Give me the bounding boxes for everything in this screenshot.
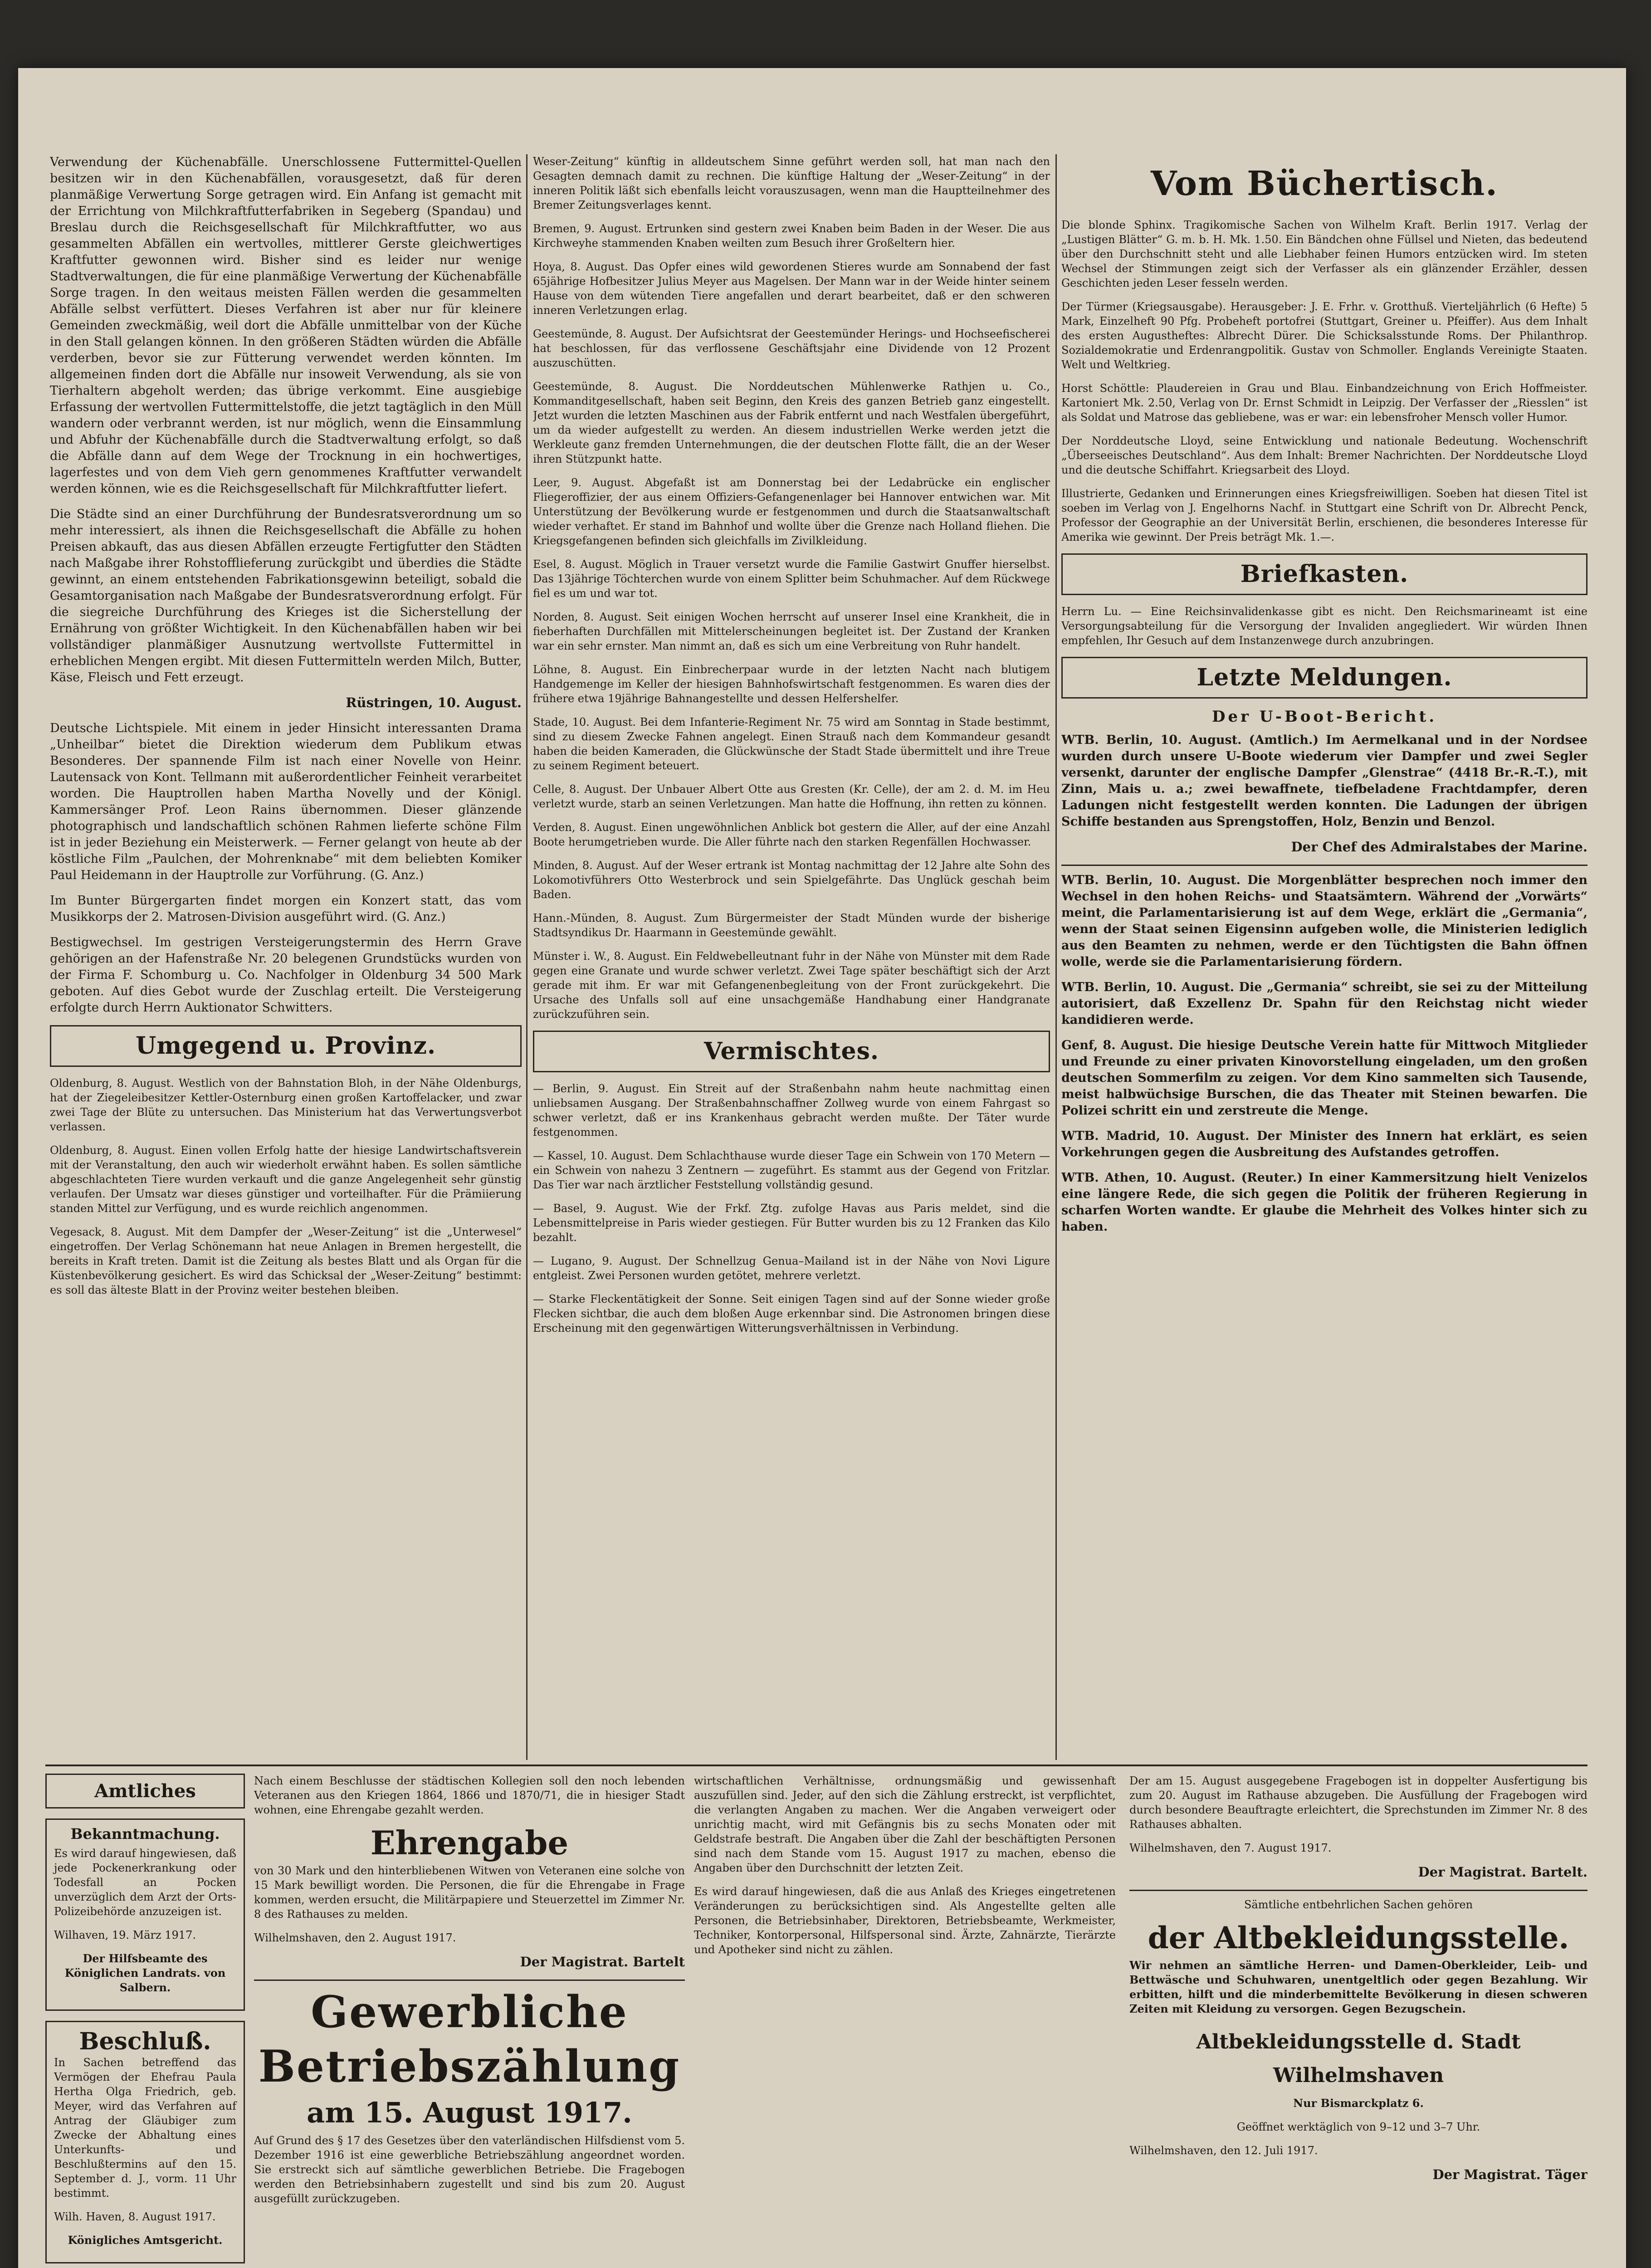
news-item: Hann.-Münden, 8. August. Zum Bürgermeister der Stadt Münden wurde der bisherige Stadtsyndikus Dr. Haarmann in Geestemünde gewählt. <box>533 912 1050 939</box>
notice-title: Bekanntmachung. <box>70 1825 220 1843</box>
news-item: Leer, 9. August. Abgefaßt ist am Donnerstag bei der Ledabrücke ein englischer Fliegeroffizier, der aus einem Offiziers-Gefangenenlager bei Hannover entwichen war. Mit Unterstützung der Bevölkerung wurde er festgenommen und durch die Staatsanwaltschaft wieder verhaftet. Er stand im Bahnhof und wollte über die Grenze nach Holland fliehen. Die Kriegsgefangenen befinden sich gleichfalls im Zivilkleidung. <box>533 476 1050 547</box>
divider <box>1129 1890 1588 1891</box>
ad-text: Der am 15. August ausgegebene Fragebogen ist in doppelter Ausfertigung bis zum 20. August im Rathause abzugeben. Die Ausfüllung der Fragebogen wird durch besondere Beauftragte erleichtert, die Sprechstunden im Zimmer Nr. 8 des Rathauses abhalten. <box>1129 1774 1588 1831</box>
ad-date: Wilhelmshaven, den 12. Juli 1917. <box>1129 2144 1318 2157</box>
news-item: Genf, 8. August. Die hiesige Deutsche Verein hatte für Mittwoch Mitglieder und Freunde zu einer privaten Kinovorstellung eingeladen, um den großen deutschen Sommerfilm zu zeigen. Vor dem Kino sammelten sich Tausende, meist halbwüchsige Burschen, die das Theater mit Steinen bewarfen. Die Polizei schritt ein und zerstreute die Menge. <box>1061 1038 1588 1118</box>
news-item: Stade, 10. August. Bei dem Infanterie-Regiment Nr. 75 wird am Sonntag in Stade bestimmt, sind zu diesem Zwecke Fahnen angelegt. Einen Strauß nach dem Kommandeur gesandt haben die beiden Kameraden, die Glückwünsche der Stadt Stade übermittelt und ihre Treue zu seinem Regiment beteuert. <box>533 716 1050 772</box>
news-item: Celle, 8. August. Der Unbauer Albert Otte aus Gresten (Kr. Celle), der am 2. d. M. im Heu verletzt wurde, starb an seinen Verletzungen. Man hatte die Hoffnung, ihn retten zu können. <box>533 783 1050 810</box>
news-item: Löhne, 8. August. Ein Einbrecherpaar wurde in der letzten Nacht nach blutigem Handgemenge im Keller der hiesigen Bahnhofswirtschaft festgenommen. Es waren dies der frühere etwa 19jährige Bahnangestellte und dessen Helfershelfer. <box>533 663 1050 705</box>
ad-date: Wilhelmshaven, den 2. August 1917. <box>254 1931 456 1944</box>
divider <box>1061 865 1588 866</box>
divider <box>254 1980 685 1981</box>
divider <box>45 1765 1588 1766</box>
news-item: — Berlin, 9. August. Ein Streit auf der Straßenbahn nahm heute nachmittag einen unliebsamen Ausgang. Der Straßenbahnschaffner Zollweg wurde von einem Fahrgast so schwer verletzt, daß er ins Krankenhaus gebracht werden mußte. Der Täter wurde festgenommen. <box>533 1082 1050 1139</box>
ad-title-ehrengabe: Ehrengabe <box>370 1823 569 1862</box>
article-besitzwechsel: Bestigwechsel. Im gestrigen Versteigerungstermin des Herrn Grave gehörigen an der Hafenstraße Nr. 20 belegenen Grundstücks wurden von der Firma F. Schomburg u. Co. Nachfolger in Oldenburg 34 500 Mark geboten. Auf dies Gebot wurde der Zuschlag erteilt. Die Versteigerung erfolgte durch Herrn Auktionator Schwitters. <box>50 935 522 1015</box>
signature: Der Chef des Admiralstabes der Marine. <box>1291 839 1588 855</box>
section-letzte-meldungen: Letzte Meldungen. <box>1061 657 1588 699</box>
notice-bekanntmachung <box>45 1818 245 2011</box>
article-lichtspiele: Deutsche Lichtspiele. Mit einem in jeder Hinsicht interessanten Drama „Unheilbar“ bietet die Direktion wiederum dem Publikum etwas Besonderes. Der spannende Film ist nach einer Novelle von Heinr. Lautensack von Kont. Tellmann mit außerordentlicher Feinheit verarbeitet worden. Die Hauptrollen haben Martha Novelly und der Königl. Kammersänger Prof. Leon Rains übernommen. Dieser glänzende photographisch und landschaftlich schönen Rahmen lieferte schöne Film ist in jeder Beziehung ein Meisterwerk. — Ferner gelangt von heute ab der köstliche Film „Paulchen, der Mohrenknabe“ mit dem beliebten Komiker Paul Heidemann in der Hauptrolle zur Vorführung. (G. Anz.) <box>50 721 522 882</box>
column-1 <box>50 154 522 1769</box>
book-review: Illustrierte, Gedanken und Erinnerungen eines Kriegsfreiwilligen. Soeben hat diesen Titel ist soeben im Verlag von J. Engelhorns Nachf. in Stuttgart eine Schrift von Dr. Albrecht Penck, Professor der Geographie an der Universität Berlin, erschienen, die besonderes Interesse für Amerika wie gewinnt. Der Preis beträgt Mk. 1.—. <box>1061 487 1588 543</box>
news-item: Oldenburg, 8. August. Einen vollen Erfolg hatte der hiesige Landwirtschaftsverein mit der Veranstaltung, den auch wir wiederholt erwähnt haben. Es sollen sämtliche abgeschlachteten Tiere wurden verkauft und die ganze Angelegenheit sehr günstig verlaufen. Der Umsatz war dieses günstiger und vorteilhafter. Für die Prämiierung standen Mittel zur Verfügung, und es wurde reichlich angenommen. <box>50 1144 522 1215</box>
ad-text: von 30 Mark und den hinterbliebenen Witwen von Veteranen eine solche von 15 Mark bewilligt worden. Die Personen, die für die Ehrengabe in Frage kommen, werden ersucht, die Militärpapiere und Steuerzettel im Zimmer Nr. 8 des Rathauses zu melden. <box>254 1864 685 1921</box>
notice-signature: Königliches Amtsgericht. <box>68 2234 223 2247</box>
ad-title-altbekleidung: der Altbekleidungsstelle. <box>1148 1920 1569 1955</box>
notice-beschluss <box>45 2021 245 2263</box>
ad-text: Nach einem Beschlusse der städtischen Kollegien soll den noch lebenden Veteranen aus den Kriegen 1864, 1866 und 1870/71, die in hiesiger Stadt wohnen, eine Ehrengabe gezahlt werden. <box>254 1774 685 1816</box>
column-divider <box>526 154 528 1760</box>
letter-reply: Herrn Lu. — Eine Reichsinvalidenkasse gibt es nicht. Den Reichsmarineamt ist eine Versorgungsabteilung für die Versorgung der Invaliden angegliedert. Wir würden Ihnen empfehlen, Ihr Gesuch auf dem Instanzenwege durch anzubringen. <box>1061 605 1588 647</box>
book-review: Der Türmer (Kriegsausgabe). Herausgeber: J. E. Frhr. v. Grotthuß. Vierteljährlich (6 Hefte) 5 Mark, Einzelheft 90 Pfg. Probeheft portofrei (Stuttgart, Greiner u. Pfeiffer). Aus dem Inhalt des ersten Augustheftes: Albrecht Dürer. Die Schicksalsstunde Roms. Der Philanthrop. Sozialdemokratie und Erdenrangpolitik. Gustav von Schmoller. Englands Vereinigte Staaten. Welt und Weltkrieg. <box>1061 300 1588 371</box>
amtliches-column <box>45 1774 245 2268</box>
ad-signature: Der Magistrat. Bartelt. <box>1418 1864 1588 1880</box>
section-vermischtes: Vermischtes. <box>533 1031 1050 1072</box>
news-item: Münster i. W., 8. August. Ein Feldwebelleutnant fuhr in der Nähe von Münster mit dem Rade gegen eine Granate und wurde schwer verletzt. Zwei Tage später beschäftigt sich der Arzt gerade mit ihm. Er war mit Gefangenenbegleitung von der Front zurückgekehrt. Die Ursache des Unfalls soll auf eine unsachgemäße Handhabung einer Handgranate zurückzuführen sein. <box>533 950 1050 1021</box>
news-item: WTB. Berlin, 10. August. (Amtlich.) Im Aermelkanal und in der Nordsee wurden durch unsere U-Boote wiederum vier Dampfer und zwei Segler versenkt, darunter der englische Dampfer „Glenstrae“ (4418 Br.-R.-T.), mit Zinn, Mais u. a.; zwei bewaffnete, tiefbeladene Frachtdampfer, deren Ladungen nicht festgestellt werden konnten. Die Ladungen der übrigen Schiffe bestanden aus Sprengstoffen, Holz, Benzin und Benzol. <box>1061 733 1588 829</box>
ad-text: Es wird darauf hingewiesen, daß die aus Anlaß des Krieges eingetretenen Veränderungen zu berücksichtigen sind. Als Angestellte gelten alle Personen, die Betriebsinhaber, Direktoren, Betriebsbeamte, Werkmeister, Techniker, Kontorpersonal, Hilfspersonal sind. Ärzte, Zahnärzte, Tierärzte und Apotheker sind nicht zu zählen. <box>694 1885 1116 1956</box>
dateline: Rüstringen, 10. August. <box>346 695 522 710</box>
section-buechertisch: Vom Büchertisch. <box>1151 164 1498 203</box>
subheading-uboot: Der U-Boot-Bericht. <box>1211 708 1437 726</box>
article-kuechenabfaelle: Verwendung der Küchenabfälle. Unerschlossene Futtermittel-Quellen besitzen wir in den Küchenabfällen, vorausgesetzt, daß für deren planmäßige Verwertung Sorge getragen wird. Ein Anfang ist gemacht mit der Errichtung von Milchkraftfutterfabriken in Segeberg (Spandau) und Breslau durch die Reichsgesellschaft für Milchkraftfutter, wo aus gesammelten Abfällen ein wertvolles, mittlerer Gerste gleichwertiges Kraftfutter gewonnen wird. Bisher sind es leider nur wenige Stadtverwaltungen, die für eine planmäßige Verwertung der Küchenabfälle Sorge tragen. In den weitaus meisten Fällen werden die gesammelten Abfälle selbst verfüttert. Dieses Verfahren ist aber nur für kleinere Gemeinden zweckmäßig, weil dort die Abfälle unmittelbar von der Küche in den Stall gelangen können. In den größeren Städten würden die Abfälle verderben, bevor sie zur Fütterung verwendet werden könnten. Im allgemeinen finden dort die Abfälle nur insoweit Verwendung, als sie von Tierhaltern abgeholt werden; das übrige verkommt. Eine ausgiebige Erfassung der wertvollen Futtermittelstoffe, die jetzt tagtäglich in den Müll wandern oder verbrannt werden, ist nur möglich, wenn die Einsammlung und Abfuhr der Küchenabfälle durch die Stadtverwaltung erfolgt, so daß die Abfälle dann auf dem Wege der Trocknung in ein hochwertiges, lagerfestes und von dem Vieh gern genommenes Kraftfutter verwandelt werden können, wie es die Reichsgesellschaft für Milchkraftfutter liefert. <box>50 155 522 496</box>
news-item: — Kassel, 10. August. Dem Schlachthause wurde dieser Tage ein Schwein von 170 Metern — ein Schwein von nahezu 3 Zentnern — zugeführt. Es stammt aus der Gegend von Fritzlar. Das Tier war nach ärztlicher Feststellung vollständig gesund. <box>533 1149 1050 1191</box>
ad-signature: Der Magistrat. Täger <box>1432 2167 1588 2182</box>
book-review: Die blonde Sphinx. Tragikomische Sachen von Wilhelm Kraft. Berlin 1917. Verlag der „Lustigen Blätter“ G. m. b. H. Mk. 1.50. Ein Bändchen ohne Füllsel und Nieten, das bedeutend über den Durchschnitt steht und alle Liebhaber feinen Humors entzücken wird. Im steten Wechsel der Stimmungen zeigt sich der Verfasser als ein glänzender Erzähler, dessen Geschichten jeden Leser fesseln werden. <box>1061 219 1588 289</box>
ad-hours: Geöffnet werktäglich von 9–12 und 3–7 Uhr. <box>1236 2121 1480 2133</box>
book-review: Horst Schöttle: Plaudereien in Grau und Blau. Einbandzeichnung von Erich Hoffmeister. Kartoniert Mk. 2.50, Verlag von Dr. Ernst Schmidt in Leipzig. Der Verfasser der „Riesslen“ ist als Soldat und Matrose das gebliebene, was er war: ein lebensfroher Mensch voller Humor. <box>1061 382 1588 424</box>
ad-text: Wir nehmen an sämtliche Herren- und Damen-Oberkleider, Leib- und Bettwäsche und Schuhwaren, unentgeltlich oder gegen Bezahlung. Wir erbitten, hilft und die minderbemittelte Bevölkerung in diesen schweren Zeiten mit Kleidung zu versorgen. Gegen Bezugschein. <box>1129 1959 1588 2015</box>
column-divider <box>1055 154 1057 1760</box>
ad-title-gewerbliche: Gewerbliche <box>311 1986 628 2038</box>
section-briefkasten: Briefkasten. <box>1061 553 1588 595</box>
altbekleidung-column <box>1129 1774 1588 2268</box>
news-item: Verden, 8. August. Einen ungewöhnlichen Anblick bot gestern die Aller, auf der eine Anzahl Boote herumgetrieben wurde. Die Aller führte nach den starken Regenfällen Hochwasser. <box>533 821 1050 848</box>
ad-title-betriebszaehlung: Betriebszählung <box>258 2041 681 2092</box>
news-item: Esel, 8. August. Möglich in Trauer versetzt wurde die Familie Gastwirt Gnuffer hierselbst. Das 13jährige Töchterchen wurde von einem Splitter beim Schuhmacher. Auf dem Rückwege fiel es um und war tot. <box>533 558 1050 600</box>
section-amtliches: Amtliches <box>45 1774 245 1809</box>
notice-text: Es wird darauf hingewiesen, daß jede Pockenerkrankung oder Todesfall an Pocken unverzüglich dem Arzt der Orts-Polizeibehörde anzuzeigen ist. <box>54 1847 236 1918</box>
ad-title-stelle: Altbekleidungsstelle d. Stadt Wilhelmshaven <box>1196 2030 1521 2087</box>
betriebszaehlung-continued <box>694 1774 1116 2268</box>
news-item: Geestemünde, 8. August. Die Norddeutschen Mühlenwerke Rathjen u. Co., Kommanditgesellschaft, haben seit Beginn, den Kreis des ganzen Betrieb ganz eingestellt. Jetzt wurden die letzten Maschinen aus der Fabrik entfernt und nach Westfalen übergeführt, um da wieder aufgestellt zu werden. An diesem industriellen Werke werden jetzt die Werkleute ganz fremden Unternehmungen, die der deutschen Flotte fällt, die an der Weser ihren Stützpunkt hatte. <box>533 380 1050 465</box>
news-item: WTB. Athen, 10. August. (Reuter.) In einer Kammersitzung hielt Venizelos eine längere Rede, die sich gegen die Politik der früheren Regierung in scharfen Worten wandte. Er glaube die Mehrheit des Volkes hinter sich zu haben. <box>1061 1171 1588 1234</box>
news-item: Norden, 8. August. Seit einigen Wochen herrscht auf unserer Insel eine Krankheit, die in fieberhaften Durchfällen mit Mittelerscheinungen begleitet ist. Der Zustand der Kranken war ein sehr ernster. Man nimmt an, daß es sich um eine Verbreitung von Ruhr handelt. <box>533 611 1050 652</box>
ehrengabe-column <box>254 1774 685 2268</box>
news-item: WTB. Berlin, 10. August. Die „Germania“ schreibt, sie sei zu der Mitteilung autorisiert, daß Exzellenz Dr. Spahn für den Reichstag nicht wieder kandidieren werde. <box>1061 980 1588 1027</box>
ad-text: Auf Grund des § 17 des Gesetzes über den vaterländischen Hilfsdienst vom 5. Dezember 1916 ist eine gewerbliche Betriebszählung angeordnet worden. Sie erstreckt sich auf sämtliche gewerblichen Betriebe. Die Fragebogen werden den Betriebsinhabern zugestellt und sind bis zum 20. August ausgefüllt zurückzugeben. <box>254 2134 685 2205</box>
newspaper-page <box>18 68 1626 2268</box>
book-review: Der Norddeutsche Lloyd, seine Entwicklung und nationale Bedeutung. Wochenschrift „Überseeisches Deutschland“. Aus dem Inhalt: Bremer Nachrichten. Der Norddeutsche Lloyd und die deutsche Schiffahrt. Kriegsarbeit des Lloyd. <box>1061 435 1588 476</box>
news-item: — Lugano, 9. August. Der Schnellzug Genua–Mailand ist in der Nähe von Novi Ligure entgleist. Zwei Personen wurden getötet, mehrere verletzt. <box>533 1255 1050 1282</box>
ad-signature: Der Magistrat. Bartelt <box>520 1954 685 1970</box>
ad-address: Nur Bismarckplatz 6. <box>1293 2097 1424 2110</box>
news-item: Hoya, 8. August. Das Opfer eines wild gewordenen Stieres wurde am Sonnabend der fast 65jährige Hofbesitzer Julius Meyer aus Magelsen. Der Mann war in der Weide hinter seinem Hause von dem wütenden Tiere angefallen und derart bearbeitet, daß er den schweren inneren Verletzungen erlag. <box>533 260 1050 317</box>
news-item: — Basel, 9. August. Wie der Frkf. Ztg. zufolge Havas aus Paris meldet, sind die Lebensmittelpreise in Paris wieder gestiegen. Für Butter wurden bis zu 12 Franken das Kilo bezahlt. <box>533 1202 1050 1244</box>
notice-date: Wilh. Haven, 8. August 1917. <box>54 2210 216 2223</box>
news-item: Oldenburg, 8. August. Westlich von der Bahnstation Bloh, in der Nähe Oldenburgs, hat der Ziegeleibesitzer Kettler-Osternburg einen großen Kartoffelacker, und zwar zwei Tage der Blüte zu untersuchen. Das Ministerium hat das Verwertungsverbot verlassen. <box>50 1077 522 1133</box>
notice-title: Beschluß. <box>79 2028 211 2055</box>
news-item: Minden, 8. August. Auf der Weser ertrank ist Montag nachmittag der 12 Jahre alte Sohn des Lokomotivführers Otto Westerbrock und sein Spielgefährte. Das Unglück geschah beim Baden. <box>533 859 1050 901</box>
news-item: Bremen, 9. August. Ertrunken sind gestern zwei Knaben beim Baden in der Weser. Die aus Kirchweyhe stammenden Knaben weilten zum Besuch ihrer Großeltern hier. <box>533 222 1050 249</box>
section-umgegend: Umgegend u. Provinz. <box>50 1025 522 1067</box>
news-item: WTB. Berlin, 10. August. Die Morgenblätter besprechen noch immer den Wechsel in den hohen Reichs- und Staatsämtern. Während der „Vorwärts“ meint, die Parlamentarisierung ist auf dem Wege, erklärt die „Germania“, wenn der Staat seinen Eigensinn aufgeben wolle, die Ministerien lediglich aus den Beamten zu nehmen, werde er den Tüchtigsten die Bahn öffnen wolle, werde sie die Parlamentarisierung fördern. <box>1061 873 1588 969</box>
column-2 <box>533 154 1050 1769</box>
notice-text: In Sachen betreffend das Vermögen der Ehefrau Paula Hertha Olga Friedrich, geb. Meyer, wird das Verfahren auf Antrag der Gläubiger zum Zwecke der Abhaltung eines Unterkunfts- und Beschlußtermins auf den 15. September d. J., vorm. 11 Uhr bestimmt. <box>54 2056 236 2200</box>
notice-signature: Der Hilfsbeamte des Königlichen Landrats. von Salbern. <box>64 1952 226 1994</box>
ad-title-date: am 15. August 1917. <box>307 2096 632 2129</box>
ad-text: Sämtliche entbehrlichen Sachen gehören <box>1244 1898 1473 1911</box>
article-kuechenabfaelle-cont: Die Städte sind an einer Durchführung der Bundesratsverordnung um so mehr interessiert, als ihnen die Reichsgesellschaft die Abfälle zu hohen Preisen abkauft, das aus diesen Abfällen erzeugte Fertigfutter den Städten nach Maßgabe ihrer Rohstofflieferung zurückgibt und überdies die Städte gewinnt, an einem entstehenden Fabrikationsgewinn beteiligt, sobald die Gesamtorganisation nach Maßgabe der Bundesratsverordnung erfolgt. Für die siegreiche Durchführung des Krieges ist die Sicherstellung der Ernährung von größter Wichtigkeit. In den Küchenabfällen haben wir bei vollständiger planmäßiger Ausnutzung wertvollste Futtermittel in erheblichen Mengen ergibt. Mit diesen Futtermitteln werden Milch, Butter, Käse, Fleisch und Fett erzeugt. <box>50 507 522 684</box>
news-item: — Starke Fleckentätigkeit der Sonne. Seit einigen Tagen sind auf der Sonne wieder große Flecken sichtbar, die auch dem bloßen Auge erkennbar sind. Die Astronomen bringen diese Erscheinung mit den gegenwärtigen Witterungsverhältnissen in Verbindung. <box>533 1293 1050 1334</box>
ad-text: wirtschaftlichen Verhältnisse, ordnungsmäßig und gewissenhaft auszufüllen sind. Jeder, auf den sich die Zählung erstreckt, ist verpflichtet, die verlangten Angaben zu machen. Wer die Angaben verweigert oder unrichtig macht, wird mit Gefängnis bis zu sechs Monaten oder mit Geldstrafe bestraft. Die Angaben über die Zahl der beschäftigten Personen sind nach dem Stande vom 15. August 1917 zu machen, ebenso die Angaben über den Durchschnitt der letzten Zeit. <box>694 1774 1116 1874</box>
article-buergergarten: Im Bunter Bürgergarten findet morgen ein Konzert statt, das vom Musikkorps der 2. Matrosen-Division ausgeführt wird. (G. Anz.) <box>50 894 522 924</box>
news-item: WTB. Madrid, 10. August. Der Minister des Innern hat erklärt, es seien Vorkehrungen gegen die Ausbreitung des Aufstandes getroffen. <box>1061 1129 1588 1159</box>
column-3 <box>1061 154 1588 1769</box>
notice-date: Wilhaven, 19. März 1917. <box>54 1929 196 1941</box>
news-item: Weser-Zeitung“ künftig in alldeutschem Sinne geführt werden soll, hat man nach den Gesagten demnach damit zu rechnen. Die künftige Haltung der „Weser-Zeitung“ in der inneren Politik läßt sich ebenfalls leicht vorauszusagen, wenn man die Hauptteilnehmer des Bremer Zeitungsverlages kennt. <box>533 155 1050 211</box>
announcements-area <box>45 1774 1588 2268</box>
ad-date: Wilhelmshaven, den 7. August 1917. <box>1129 1842 1332 1854</box>
news-item: Vegesack, 8. August. Mit dem Dampfer der „Weser-Zeitung“ ist die „Unterwesel“ eingetroffen. Der Verlag Schönemann hat neue Anlagen in Bremen hergestellt, die bereits in Kraft treten. Damit ist die Zeitung als bestes Blatt und als Organ für die Küstenbevölkerung gesichert. Es wird das Schicksal der „Weser-Zeitung“ bestimmt: es soll das älteste Blatt in der Provinz weiter bestehen bleiben. <box>50 1226 522 1296</box>
news-item: Geestemünde, 8. August. Der Aufsichtsrat der Geestemünder Herings- und Hochseefischerei hat beschlossen, für das verflossene Geschäftsjahr eine Dividende von 12 Prozent auszuschütten. <box>533 327 1050 369</box>
